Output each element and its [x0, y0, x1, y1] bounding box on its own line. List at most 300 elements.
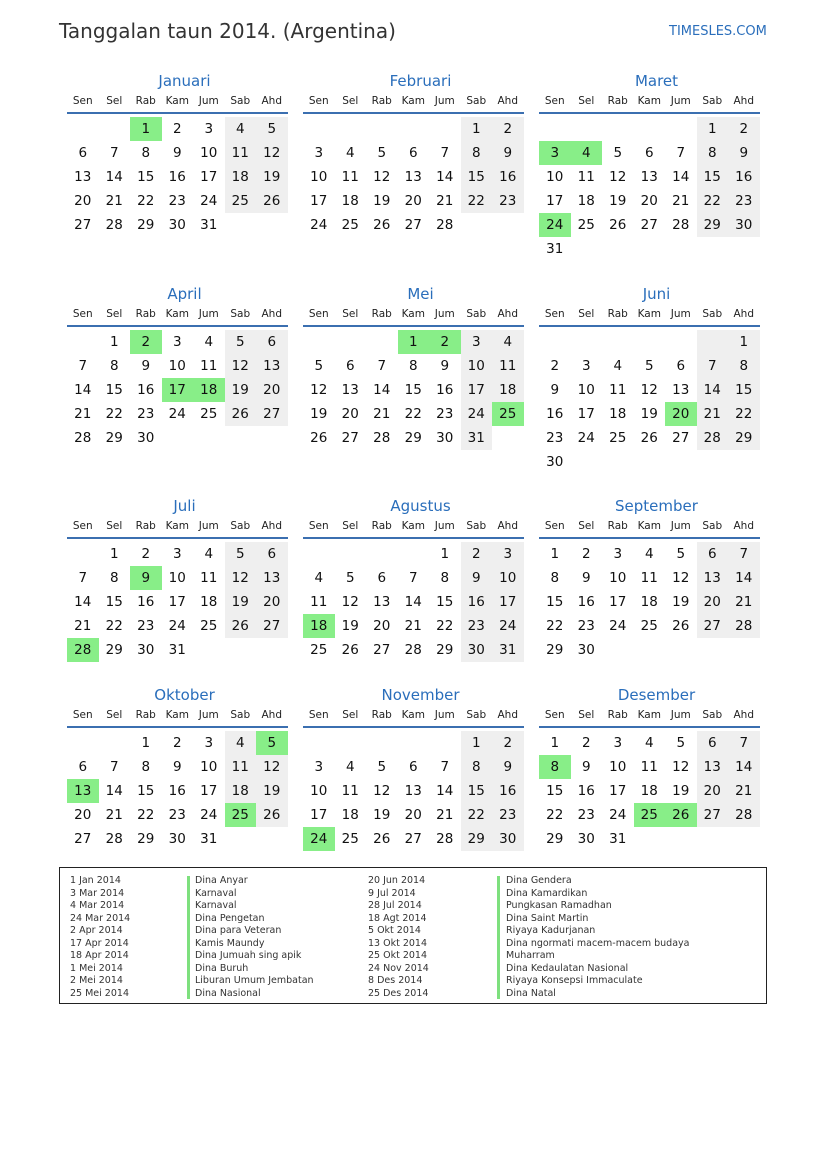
- day-cell: 3: [204, 121, 214, 137]
- day-cell: 20: [256, 590, 288, 614]
- day-cell: 14: [105, 783, 123, 799]
- day-cell: 22: [137, 807, 155, 823]
- header-rule: [67, 537, 288, 539]
- weekday-label: Sen: [72, 709, 93, 721]
- month-name: Mei: [407, 285, 434, 303]
- day-empty: [539, 330, 571, 354]
- day-cell: 7: [728, 542, 760, 566]
- day-cell: 1: [109, 546, 119, 562]
- day-cell: 29: [461, 827, 493, 851]
- holiday-names-left: [195, 875, 314, 1000]
- day-cell: 21: [105, 193, 123, 209]
- day-cell: 13: [404, 783, 422, 799]
- day-cell: 15: [137, 169, 155, 185]
- weekday-label: Ahd: [497, 95, 518, 107]
- day-cell: 21: [74, 618, 92, 634]
- day-cell: 14: [404, 594, 422, 610]
- weekday-label: Jum: [670, 709, 691, 721]
- holiday-entry: Kamis Maundy: [195, 937, 265, 949]
- day-empty: [429, 731, 461, 755]
- day-grid: [539, 731, 760, 851]
- holiday-marker-right: [497, 876, 500, 999]
- day-cell: 31: [200, 831, 218, 847]
- day-cell: 15: [105, 594, 123, 610]
- day-cell: 6: [644, 145, 654, 161]
- day-cell: 13: [74, 169, 92, 185]
- day-cell: 3: [314, 759, 324, 775]
- day-cell: 3: [172, 546, 182, 562]
- day-cell: 16: [137, 382, 155, 398]
- day-cell-holiday: 1: [398, 330, 430, 354]
- day-empty: [665, 117, 697, 141]
- header-rule: [303, 112, 524, 114]
- day-cell: 24: [461, 402, 493, 426]
- day-cell: 25: [577, 217, 595, 233]
- day-cell: 31: [168, 642, 186, 658]
- day-cell: 26: [310, 430, 328, 446]
- weekday-label: Sel: [578, 520, 595, 532]
- day-cell: 18: [225, 779, 257, 803]
- day-cell: 6: [408, 145, 418, 161]
- day-cell-holiday: 18: [303, 614, 335, 638]
- day-cell: 17: [310, 193, 328, 209]
- day-cell: 31: [492, 638, 524, 662]
- weekday-header: [303, 706, 524, 724]
- weekday-label: Sel: [106, 520, 123, 532]
- holiday-entry: 1 Jan 2014: [70, 875, 121, 886]
- day-cell: 15: [546, 594, 564, 610]
- weekday-label: Jum: [670, 520, 691, 532]
- day-cell: 23: [492, 803, 524, 827]
- weekday-label: Ahd: [261, 95, 282, 107]
- holiday-entry: Dina Buruh: [195, 962, 249, 974]
- day-cell: 7: [78, 358, 88, 374]
- day-cell: 29: [137, 217, 155, 233]
- weekday-label: Rab: [371, 520, 392, 532]
- day-cell: 16: [546, 406, 564, 422]
- weekday-header: [539, 706, 760, 724]
- day-cell: 18: [640, 594, 658, 610]
- day-cell: 27: [404, 831, 422, 847]
- day-cell: 30: [168, 831, 186, 847]
- day-cell: 15: [546, 783, 564, 799]
- day-cell: 4: [204, 334, 214, 350]
- day-cell: 13: [672, 382, 690, 398]
- weekday-label: Ahd: [733, 308, 754, 320]
- day-cell: 12: [310, 382, 328, 398]
- month-juli: [67, 495, 288, 662]
- weekday-label: Sab: [702, 520, 723, 532]
- day-cell-holiday: 1: [130, 117, 162, 141]
- holiday-entry: Dina Natal: [506, 987, 556, 999]
- weekday-label: Rab: [607, 308, 628, 320]
- day-cell: 12: [373, 169, 391, 185]
- day-cell: 20: [74, 807, 92, 823]
- day-cell: 14: [697, 378, 729, 402]
- day-cell: 28: [672, 217, 690, 233]
- day-cell: 23: [577, 807, 595, 823]
- day-cell: 10: [168, 570, 186, 586]
- weekday-header: [539, 92, 760, 110]
- weekday-label: Kam: [401, 709, 425, 721]
- month-oktober: [67, 684, 288, 851]
- holiday-entry: Dina Kedaulatan Nasional: [506, 962, 629, 974]
- day-cell: 22: [728, 402, 760, 426]
- day-cell: 4: [345, 759, 355, 775]
- weekday-header: [67, 706, 288, 724]
- day-empty: [398, 731, 430, 755]
- weekday-label: Sel: [342, 95, 359, 107]
- weekday-label: Sen: [72, 308, 93, 320]
- day-cell: 9: [492, 755, 524, 779]
- day-cell: 17: [609, 783, 627, 799]
- day-cell: 11: [492, 354, 524, 378]
- day-cell: 11: [200, 570, 218, 586]
- day-empty: [571, 117, 603, 141]
- day-cell: 7: [697, 354, 729, 378]
- day-cell: 5: [644, 358, 654, 374]
- holiday-entry: 4 Mar 2014: [70, 900, 125, 911]
- day-cell: 10: [609, 570, 627, 586]
- day-cell: 28: [697, 426, 729, 450]
- day-cell: 18: [577, 193, 595, 209]
- weekday-label: Sen: [72, 520, 93, 532]
- day-cell: 3: [581, 358, 591, 374]
- day-empty: [665, 330, 697, 354]
- day-empty: [602, 117, 634, 141]
- brand-link[interactable]: TIMESLES.COM: [669, 24, 767, 39]
- day-cell: 13: [640, 169, 658, 185]
- day-cell: 24: [200, 193, 218, 209]
- weekday-label: Jum: [670, 308, 691, 320]
- month-name: September: [615, 497, 698, 515]
- day-empty: [99, 731, 131, 755]
- day-empty: [398, 117, 430, 141]
- day-cell: 18: [225, 165, 257, 189]
- weekday-label: Sab: [702, 709, 723, 721]
- day-cell: 25: [640, 618, 658, 634]
- header-rule: [67, 112, 288, 114]
- day-cell: 14: [672, 169, 690, 185]
- day-cell: 7: [440, 145, 450, 161]
- day-cell: 27: [697, 803, 729, 827]
- day-cell: 1: [440, 546, 450, 562]
- holiday-entry: 17 Apr 2014: [70, 937, 129, 949]
- weekday-label: Rab: [135, 520, 156, 532]
- header-rule: [303, 537, 524, 539]
- day-cell: 4: [644, 735, 654, 751]
- weekday-label: Jum: [434, 709, 455, 721]
- day-cell-holiday: 13: [67, 779, 99, 803]
- day-cell: 25: [200, 406, 218, 422]
- weekday-label: Jum: [198, 520, 219, 532]
- day-cell: 8: [728, 354, 760, 378]
- weekday-label: Kam: [165, 95, 189, 107]
- day-empty: [303, 330, 335, 354]
- day-empty: [634, 330, 666, 354]
- day-cell-holiday: 2: [130, 330, 162, 354]
- day-cell: 11: [640, 759, 658, 775]
- holiday-names-right: [506, 875, 689, 1000]
- day-cell: 20: [256, 378, 288, 402]
- weekday-label: Ahd: [497, 308, 518, 320]
- holiday-entry: 18 Agt 2014: [368, 912, 427, 924]
- day-cell: 30: [137, 642, 155, 658]
- month-januari: [67, 70, 288, 237]
- weekday-label: Sen: [544, 308, 565, 320]
- day-cell: 31: [609, 831, 627, 847]
- holiday-entry: Dina Gendera: [506, 875, 572, 886]
- day-cell: 18: [200, 594, 218, 610]
- weekday-label: Sel: [342, 709, 359, 721]
- day-cell: 29: [105, 642, 123, 658]
- day-cell: 20: [697, 779, 729, 803]
- day-cell: 18: [492, 378, 524, 402]
- weekday-label: Sab: [466, 95, 487, 107]
- day-cell: 12: [672, 759, 690, 775]
- day-empty: [303, 117, 335, 141]
- weekday-label: Kam: [637, 308, 661, 320]
- weekday-label: Ahd: [261, 520, 282, 532]
- day-empty: [67, 731, 99, 755]
- day-cell-holiday: 26: [665, 803, 697, 827]
- weekday-label: Rab: [371, 308, 392, 320]
- day-cell-holiday: 9: [130, 566, 162, 590]
- day-cell: 23: [168, 193, 186, 209]
- day-cell: 9: [492, 141, 524, 165]
- day-cell: 5: [225, 542, 257, 566]
- holiday-entry: Riyaya Konsepsi Immaculate: [506, 975, 643, 986]
- day-cell: 2: [581, 546, 591, 562]
- day-cell: 2: [461, 542, 493, 566]
- day-cell: 15: [105, 382, 123, 398]
- day-cell: 17: [200, 169, 218, 185]
- holiday-entry: Dina Pengetan: [195, 912, 265, 924]
- day-cell: 16: [168, 783, 186, 799]
- weekday-label: Sab: [230, 709, 251, 721]
- day-cell: 30: [168, 217, 186, 233]
- holiday-entry: 24 Mar 2014: [70, 912, 131, 924]
- day-cell: 25: [341, 831, 359, 847]
- day-cell: 28: [728, 803, 760, 827]
- day-cell: 5: [225, 330, 257, 354]
- day-empty: [67, 117, 99, 141]
- weekday-label: Ahd: [733, 709, 754, 721]
- day-cell: 28: [436, 217, 454, 233]
- day-cell: 30: [728, 213, 760, 237]
- weekday-label: Sel: [342, 308, 359, 320]
- day-cell: 13: [341, 382, 359, 398]
- day-empty: [539, 117, 571, 141]
- day-grid: [303, 542, 524, 662]
- day-cell: 5: [314, 358, 324, 374]
- day-cell: 2: [172, 735, 182, 751]
- day-cell-holiday: 28: [67, 638, 99, 662]
- day-cell: 19: [672, 783, 690, 799]
- holiday-entry: 2 Apr 2014: [70, 925, 123, 936]
- day-cell: 28: [105, 831, 123, 847]
- day-cell: 21: [436, 807, 454, 823]
- day-cell: 24: [492, 614, 524, 638]
- weekday-label: Ahd: [497, 520, 518, 532]
- day-empty: [335, 731, 367, 755]
- month-name: Agustus: [390, 497, 451, 515]
- day-cell: 16: [137, 594, 155, 610]
- day-cell: 19: [341, 618, 359, 634]
- month-name: Februari: [389, 72, 452, 90]
- day-cell: 7: [440, 759, 450, 775]
- day-cell: 7: [377, 358, 387, 374]
- month-juni: [539, 283, 760, 474]
- day-cell: 15: [436, 594, 454, 610]
- day-cell: 2: [492, 117, 524, 141]
- weekday-label: Kam: [401, 95, 425, 107]
- holiday-entry: Dina Kamardikan: [506, 887, 588, 899]
- weekday-label: Kam: [637, 709, 661, 721]
- weekday-label: Rab: [371, 709, 392, 721]
- weekday-label: Sen: [544, 95, 565, 107]
- holiday-entry: Pungkasan Ramadhan: [506, 900, 612, 911]
- header-rule: [539, 537, 760, 539]
- day-cell: 12: [225, 354, 257, 378]
- day-cell: 11: [640, 570, 658, 586]
- weekday-label: Ahd: [497, 709, 518, 721]
- day-cell: 9: [461, 566, 493, 590]
- day-cell: 31: [200, 217, 218, 233]
- day-cell: 28: [74, 430, 92, 446]
- day-cell: 1: [141, 735, 151, 751]
- day-cell: 3: [492, 542, 524, 566]
- day-cell: 21: [728, 590, 760, 614]
- weekday-label: Sen: [544, 709, 565, 721]
- day-cell: 20: [404, 193, 422, 209]
- day-cell: 10: [200, 759, 218, 775]
- day-cell: 6: [345, 358, 355, 374]
- weekday-label: Kam: [401, 308, 425, 320]
- day-cell: 5: [613, 145, 623, 161]
- day-grid: [67, 731, 288, 851]
- day-cell: 1: [728, 330, 760, 354]
- day-cell: 12: [373, 783, 391, 799]
- day-empty: [335, 330, 367, 354]
- day-cell: 8: [141, 759, 151, 775]
- holiday-entry: Liburan Umum Jembatan: [195, 975, 314, 986]
- day-empty: [602, 330, 634, 354]
- day-cell: 23: [577, 618, 595, 634]
- day-cell: 7: [109, 759, 119, 775]
- day-cell: 21: [697, 402, 729, 426]
- day-cell: 19: [310, 406, 328, 422]
- day-cell: 8: [109, 570, 119, 586]
- day-cell: 14: [74, 382, 92, 398]
- day-cell: 21: [373, 406, 391, 422]
- day-cell: 9: [728, 141, 760, 165]
- holiday-entry: Dina para Veteran: [195, 925, 282, 936]
- day-cell: 10: [546, 169, 564, 185]
- day-cell: 23: [137, 618, 155, 634]
- day-cell-holiday: 17: [162, 378, 194, 402]
- day-cell: 13: [256, 354, 288, 378]
- day-cell: 14: [105, 169, 123, 185]
- weekday-label: Jum: [434, 95, 455, 107]
- holiday-entry: 3 Mar 2014: [70, 887, 125, 899]
- weekday-label: Rab: [607, 520, 628, 532]
- holiday-entry: Dina Nasional: [195, 987, 261, 999]
- day-cell: 26: [225, 402, 257, 426]
- day-cell: 8: [697, 141, 729, 165]
- weekday-label: Sab: [230, 308, 251, 320]
- day-cell: 8: [550, 570, 560, 586]
- day-cell: 27: [74, 217, 92, 233]
- day-cell: 8: [109, 358, 119, 374]
- month-mei: [303, 283, 524, 450]
- day-cell: 19: [609, 193, 627, 209]
- day-cell: 27: [256, 614, 288, 638]
- day-cell: 7: [78, 570, 88, 586]
- day-cell: 11: [577, 169, 595, 185]
- day-cell: 4: [644, 546, 654, 562]
- day-grid: [67, 330, 288, 450]
- day-cell: 8: [461, 141, 493, 165]
- day-cell-holiday: 25: [492, 402, 524, 426]
- holiday-entry: Muharram: [506, 950, 555, 961]
- month-november: [303, 684, 524, 851]
- holiday-entry: 9 Jul 2014: [368, 887, 416, 899]
- day-cell: 12: [672, 570, 690, 586]
- day-cell: 19: [225, 590, 257, 614]
- day-cell: 20: [373, 618, 391, 634]
- day-cell: 24: [200, 807, 218, 823]
- day-cell: 27: [404, 217, 422, 233]
- day-cell: 10: [577, 382, 595, 398]
- month-name: April: [167, 285, 202, 303]
- day-cell: 30: [546, 454, 564, 470]
- day-cell: 7: [676, 145, 686, 161]
- day-cell: 24: [609, 618, 627, 634]
- weekday-label: Rab: [135, 709, 156, 721]
- day-cell: 28: [373, 430, 391, 446]
- day-cell: 1: [697, 117, 729, 141]
- day-cell-holiday: 3: [539, 141, 571, 165]
- day-cell: 4: [613, 358, 623, 374]
- day-cell: 5: [256, 117, 288, 141]
- day-grid: [67, 542, 288, 662]
- day-cell: 28: [728, 614, 760, 638]
- day-cell: 13: [256, 566, 288, 590]
- weekday-label: Sen: [308, 709, 329, 721]
- day-cell: 9: [440, 358, 450, 374]
- day-cell: 3: [461, 330, 493, 354]
- day-cell: 9: [550, 382, 560, 398]
- month-name: Desember: [617, 686, 696, 704]
- day-cell: 27: [672, 430, 690, 446]
- day-cell: 24: [310, 217, 328, 233]
- day-cell: 13: [697, 755, 729, 779]
- day-cell: 14: [436, 783, 454, 799]
- day-cell: 26: [256, 803, 288, 827]
- day-cell: 12: [225, 566, 257, 590]
- day-cell: 23: [728, 189, 760, 213]
- day-cell: 17: [461, 378, 493, 402]
- day-cell: 2: [172, 121, 182, 137]
- weekday-label: Rab: [135, 308, 156, 320]
- day-cell: 22: [105, 618, 123, 634]
- day-cell: 24: [577, 430, 595, 446]
- day-cell: 16: [577, 783, 595, 799]
- day-cell: 26: [256, 189, 288, 213]
- day-cell: 30: [577, 831, 595, 847]
- day-cell: 14: [728, 566, 760, 590]
